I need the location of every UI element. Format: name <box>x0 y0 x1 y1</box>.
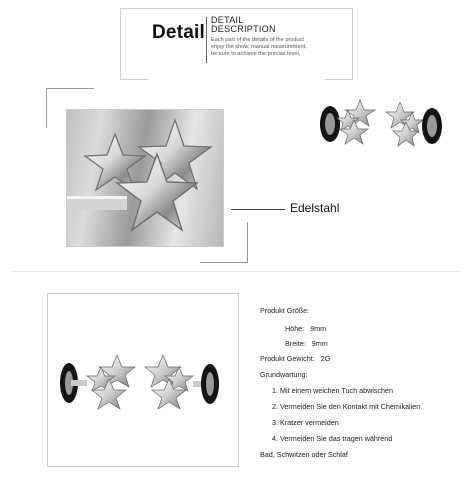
subtitle-line-1: DETAIL <box>211 15 244 25</box>
closeup-frame-corner <box>46 88 94 89</box>
spec-weight <box>260 354 330 363</box>
earring-pair-image <box>55 345 225 420</box>
detail-subtitle <box>211 16 276 34</box>
care-item: 4. Vermeiden Sie das tragen während <box>272 434 393 443</box>
spec-size-label: Produkt Größe: <box>260 306 310 315</box>
subtitle-line-2: DESCRIPTION <box>211 24 276 34</box>
description-line: Each part of the details of the product <box>211 37 304 43</box>
description-line: enjoy the show, manual measurement, <box>211 44 307 50</box>
material-callout-line <box>231 209 285 210</box>
spec-height-label: Höhe: <box>285 324 305 333</box>
earring-pair-image <box>308 96 448 156</box>
description-line: be sure to achieve the precise level, <box>211 51 301 57</box>
spec-weight-value: 2G <box>320 354 331 363</box>
detail-title: Detail <box>152 22 205 43</box>
detail-description <box>211 37 321 58</box>
spec-width-label: Breite: <box>285 339 306 348</box>
closeup-stars-image <box>67 110 223 246</box>
section-divider <box>12 271 460 272</box>
closeup-frame-corner <box>46 88 47 128</box>
closeup-frame-corner <box>247 222 248 263</box>
closeup-frame-corner <box>200 262 248 263</box>
header-divider <box>206 17 207 63</box>
care-label: Grundwartung: <box>260 370 308 379</box>
closeup-photo <box>66 109 224 247</box>
spec-height <box>285 324 326 333</box>
care-item: 1. Mit einem weichen Tuch abwischen <box>272 386 394 395</box>
care-tail: Bad, Schwitzen oder Schlaf <box>260 450 348 459</box>
spec-width <box>285 339 328 348</box>
spec-weight-label: Produkt Gewicht: <box>260 354 315 363</box>
care-item: 3. Kratzer vermeiden <box>272 418 339 427</box>
spec-width-value: 9mm <box>311 339 328 348</box>
spec-height-value: 9mm <box>310 324 327 333</box>
care-item: 2. Vermeiden Sie den Kontakt mit Chemikalien <box>272 402 421 411</box>
material-label: Edelstahl <box>290 201 340 215</box>
